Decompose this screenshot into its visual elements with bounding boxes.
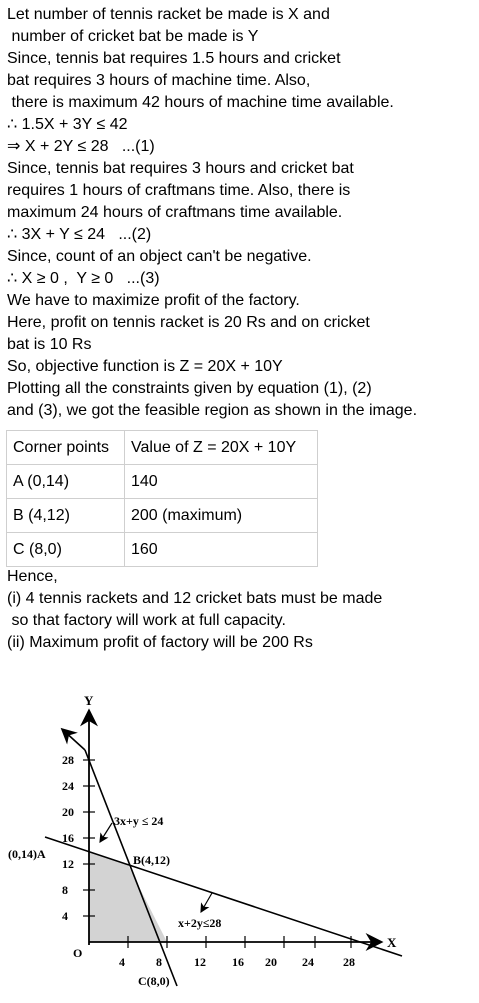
text-line: requires 1 hours of craftmans time. Also, there is (7, 182, 351, 199)
constraint-1-pointer (201, 893, 212, 912)
text-line: Hence, (7, 568, 58, 585)
y-tick-label: 28 (62, 753, 74, 767)
point-c-label: C(8,0) (138, 974, 170, 988)
table-row (7, 465, 318, 499)
x-tick-label: 16 (232, 955, 244, 969)
inequality: ∴ 1.5X + 3Y ≤ 42 (7, 116, 128, 133)
text-line: Since, tennis bat requires 1.5 hours and cricket (7, 50, 341, 67)
point-a-label: (0,14)A (8, 847, 46, 861)
y-axis-label: Y (84, 693, 94, 708)
x-axis-label: X (387, 935, 397, 950)
x-tick-label: 20 (265, 955, 277, 969)
text-line: Since, count of an object can't be negative. (7, 248, 312, 265)
y-tick-label: 16 (62, 831, 74, 845)
point-b-label: B(4,12) (133, 853, 170, 867)
table-cell: 160 (125, 533, 318, 567)
table-row (7, 499, 318, 533)
y-tick-label: 12 (62, 857, 74, 871)
text-line: and (3), we got the feasible region as shown in the image. (7, 402, 418, 419)
y-tick-labels (62, 753, 74, 923)
y-tick-label: 20 (62, 805, 74, 819)
feasible-region-graph (0, 690, 479, 1003)
origin-label: O (73, 946, 83, 960)
constraint-1-label: x+2y≤28 (178, 916, 222, 930)
x-tick-label: 8 (156, 955, 162, 969)
text-line: bat is 10 Rs (7, 336, 92, 353)
table-header-row (7, 431, 318, 465)
text-line: Plotting all the constraints given by equation (1), (2) (7, 380, 372, 397)
table-cell: 140 (125, 465, 318, 499)
text-line: (ii) Maximum profit of factory will be 200 Rs (7, 634, 313, 651)
corner-points-table (6, 430, 318, 567)
y-tick-label: 24 (62, 779, 74, 793)
table-row (7, 533, 318, 567)
table-cell: 200 (maximum) (125, 499, 318, 533)
text-line: Here, profit on tennis racket is 20 Rs and on cricket (7, 314, 370, 331)
inequality: ⇒ X + 2Y ≤ 28 ...(1) (7, 138, 155, 155)
inequality: ∴ X ≥ 0 , Y ≥ 0 ...(3) (7, 270, 160, 287)
x-tick-labels (119, 955, 355, 969)
table-cell: C (8,0) (7, 533, 125, 567)
text-line: We have to maximize profit of the factory. (7, 292, 300, 309)
table-cell: B (4,12) (7, 499, 125, 533)
text-line: (i) 4 tennis rackets and 12 cricket bats must be made (7, 590, 383, 607)
objective-function: So, objective function is Z = 20X + 10Y (7, 358, 283, 375)
table-cell: A (0,14) (7, 465, 125, 499)
text-line: bat requires 3 hours of machine time. Also, (7, 72, 311, 89)
constraint-2-label: 3x+y ≤ 24 (114, 814, 164, 828)
x-tick-label: 12 (194, 955, 206, 969)
text-line: Since, tennis bat requires 3 hours and cricket bat (7, 160, 354, 177)
constraint-line-2-arrow (63, 730, 85, 750)
x-tick-label: 4 (119, 955, 125, 969)
x-tick-label: 24 (302, 955, 314, 969)
y-tick-label: 4 (62, 909, 68, 923)
text-line: number of cricket bat be made is Y (7, 28, 259, 45)
table-header-cell: Value of Z = 20X + 10Y (125, 431, 318, 465)
text-line: there is maximum 42 hours of machine time available. (7, 94, 394, 111)
x-tick-label: 28 (343, 955, 355, 969)
inequality: ∴ 3X + Y ≤ 24 ...(2) (7, 226, 152, 243)
y-tick-label: 8 (62, 883, 68, 897)
table-header-cell: Corner points (7, 431, 125, 465)
text-line: so that factory will work at full capacity. (7, 612, 286, 629)
text-line: maximum 24 hours of craftmans time available. (7, 204, 343, 221)
constraint-2-pointer (100, 823, 112, 842)
text-line: Let number of tennis racket be made is X and (7, 6, 330, 23)
